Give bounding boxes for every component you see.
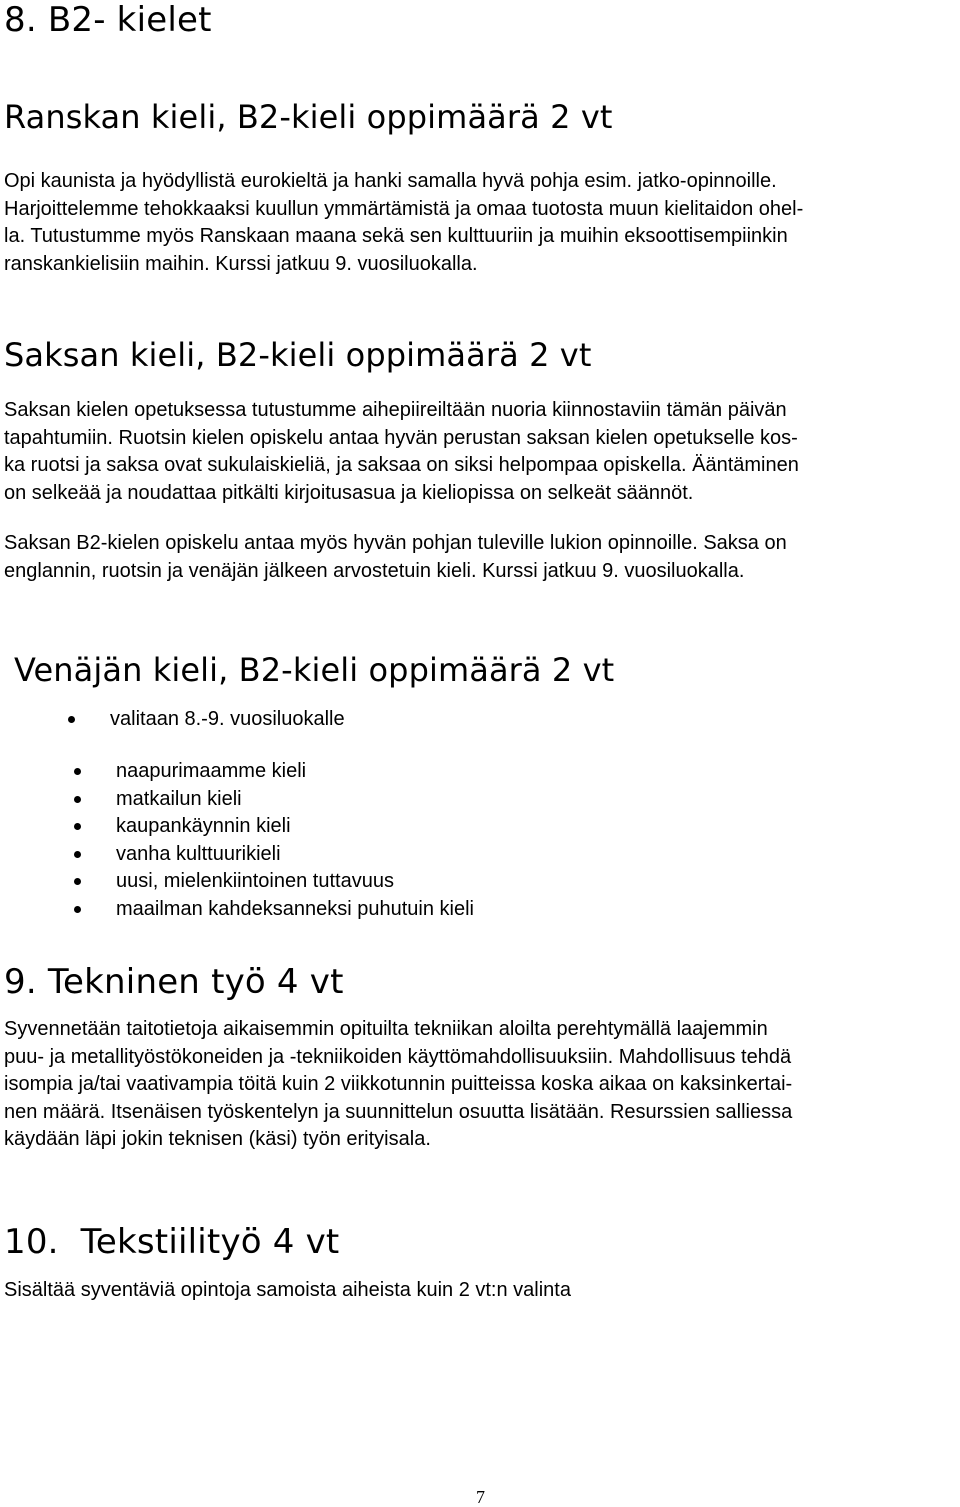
list-item <box>116 868 474 896</box>
list-item-text: maailman kahdeksanneksi puhutuin kieli <box>116 897 474 920</box>
chapter-8-heading: 8. B2- kielet <box>4 0 212 40</box>
list-item-text: matkailun kieli <box>116 787 242 810</box>
german-paragraph-1 <box>4 397 799 507</box>
german-line: on selkeää ja noudattaa pitkälti kirjoitusasua ja kieliopissa on selkeät säännöt. <box>4 481 694 504</box>
german-line: Saksan kielen opetuksessa tutustumme aihepiireiltään nuoria kiinnostaviin tämän päivän <box>4 399 787 421</box>
list-item <box>110 706 345 734</box>
russian-first-list <box>110 706 345 734</box>
list-item <box>116 896 474 924</box>
list-item-text: valitaan 8.-9. vuosiluokalle <box>110 708 345 730</box>
list-item-text: vanha kulttuurikieli <box>116 842 281 865</box>
french-paragraph <box>4 168 803 278</box>
textile-work-line: Sisältää syventäviä opintoja samoista aiheista kuin 2 vt:n valinta <box>4 1279 571 1301</box>
list-item <box>116 813 474 841</box>
list-item <box>116 841 474 869</box>
list-item-text: uusi, mielenkiintoinen tuttavuus <box>116 870 394 892</box>
technical-work-line: Syvennetään taitotietoja aikaisemmin opituilta tekniikan aloilta perehtymällä laajemmin <box>4 1018 768 1040</box>
chapter-9-heading: 9. Tekninen työ 4 vt <box>4 962 344 1002</box>
bullet-icon <box>74 906 81 913</box>
french-line: Opi kaunista ja hyödyllistä eurokieltä ja hanki samalla hyvä pohja esim. jatko-opinnoille. <box>4 170 777 192</box>
german-heading: Saksan kieli, B2-kieli oppimäärä 2 vt <box>4 336 592 374</box>
french-line: Harjoittelemme tehokkaaksi kuullun ymmärtämistä ja omaa tuotosta muun kielitaidon ohel- <box>4 197 804 220</box>
german-line: englannin, ruotsin ja venäjän jälkeen arvostetuin kieli. Kurssi jatkuu 9. vuosiluokalla. <box>4 559 745 582</box>
bullet-icon <box>74 851 81 858</box>
german-line: ka ruotsi ja saksa ovat sukulaiskieliä, ja saksaa on siksi helpompaa opiskella. Ääntäminen <box>4 454 799 476</box>
list-item <box>116 758 474 786</box>
page-number: 7 <box>476 1487 485 1507</box>
list-item-text: kaupankäynnin kieli <box>116 815 291 837</box>
technical-work-line: isompia ja/tai vaativampia töitä kuin 2 viikkotunnin puitteissa koska aikaa on kaksinkertai- <box>4 1073 793 1095</box>
chapter-10-heading: 10. Tekstiilityö 4 vt <box>4 1222 340 1262</box>
bullet-icon <box>74 878 81 885</box>
textile-work-paragraph <box>4 1277 571 1305</box>
technical-work-paragraph <box>4 1016 792 1154</box>
technical-work-line: nen määrä. Itsenäisen työskentelyn ja suunnittelun osuutta lisätään. Resurssien salliessa <box>4 1100 793 1123</box>
bullet-icon <box>74 768 81 775</box>
bullet-icon <box>74 796 81 803</box>
german-paragraph-2 <box>4 530 787 585</box>
technical-work-line: käydään läpi jokin teknisen (käsi) työn erityisala. <box>4 1128 431 1150</box>
french-heading: Ranskan kieli, B2-kieli oppimäärä 2 vt <box>4 98 613 136</box>
french-line: ranskankielisiin maihin. Kurssi jatkuu 9. vuosiluokalla. <box>4 252 478 275</box>
bullet-icon <box>74 823 81 830</box>
russian-heading: Venäjän kieli, B2-kieli oppimäärä 2 vt <box>14 651 615 689</box>
german-line: tapahtumiin. Ruotsin kielen opiskelu antaa hyvän perustan saksan kielen opetukselle kos- <box>4 426 798 449</box>
list-item-text: naapurimaamme kieli <box>116 760 307 782</box>
german-line: Saksan B2-kielen opiskelu antaa myös hyvän pohjan tuleville lukion opinnoille. Saksa on <box>4 532 787 554</box>
russian-reasons-list <box>116 758 474 923</box>
french-line: la. Tutustumme myös Ranskaan maana sekä sen kulttuuriin ja muihin eksoottisempiinkin <box>4 225 788 247</box>
list-item <box>116 786 474 814</box>
bullet-icon <box>68 716 75 723</box>
technical-work-line: puu- ja metallityöstökoneiden ja -tekniikoiden käyttömahdollisuuksiin. Mahdollisuus tehdä <box>4 1045 792 1068</box>
